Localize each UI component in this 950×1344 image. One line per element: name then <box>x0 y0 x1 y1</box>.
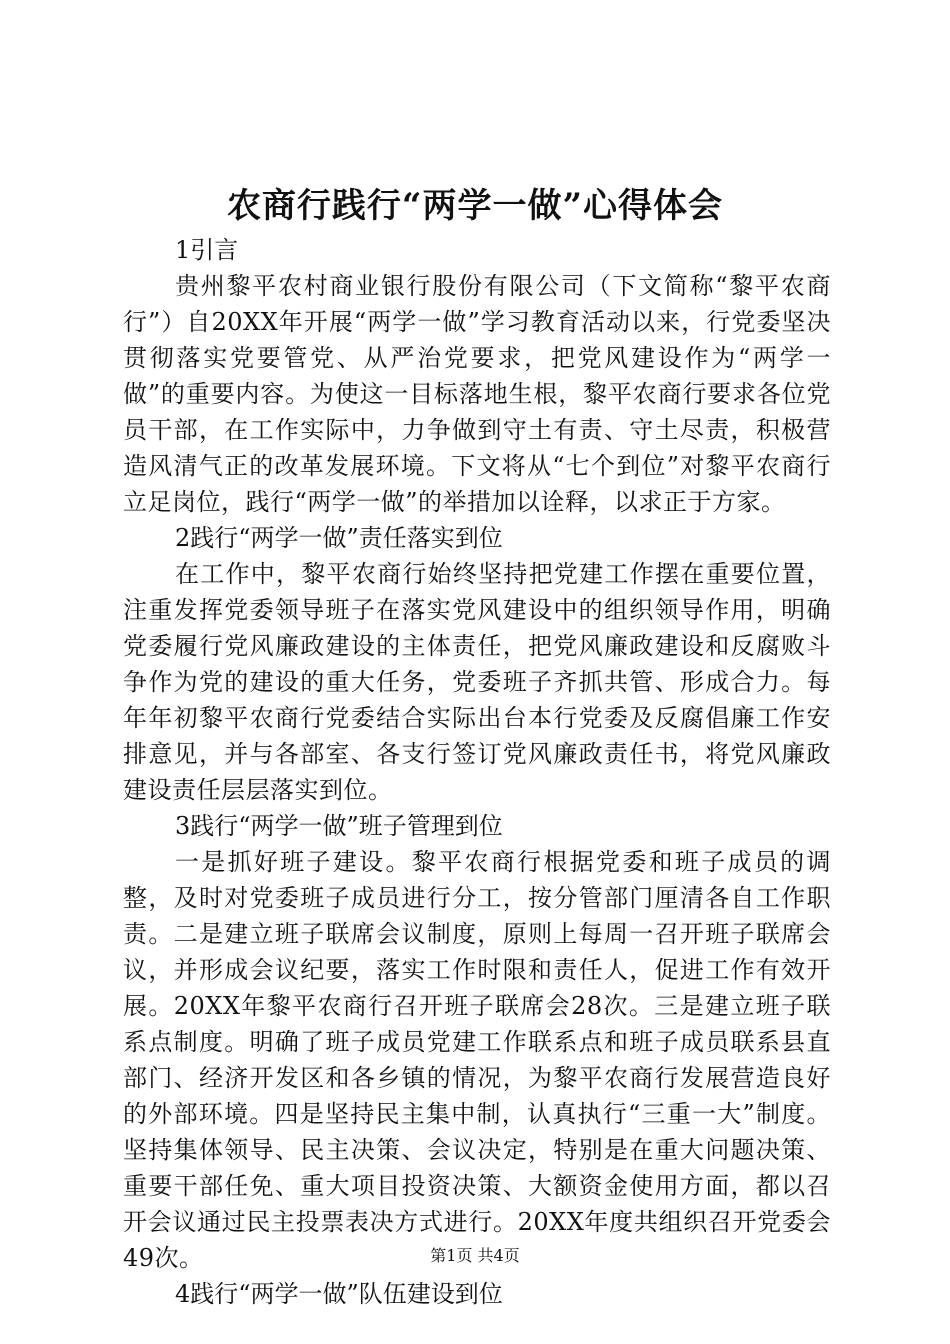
document-body <box>123 232 831 1312</box>
section-heading-responsibility: 2践行“两学一做”责任落实到位 <box>175 524 503 552</box>
section-heading-introduction: 1引言 <box>175 236 239 264</box>
section-paragraph-introduction: 贵州黎平农村商业银行股份有限公司（下文简称“黎平农商行”）自20XX年开展“两学一做”学习教育活动以来，行党委坚决贯彻落实党要管党、从严治党要求，把党风建设作为“两学一做”的重要内容。为使这一目标落地生根，黎平农商行要求各位党员干部，在工作实际中，力争做到守土有责、守土尽责，积极营造风清气正的改革发展环境。下文将从“七个到位”对黎平农商行立足岗位，践行“两学一做”的举措加以诠释，以求正于方家。 <box>123 272 831 516</box>
document-title: 农商行践行“两学一做”心得体会 <box>226 186 724 226</box>
section-heading-team-management: 3践行“两学一做”班子管理到位 <box>175 812 503 840</box>
page-footer: 第1页 共4页 <box>430 1246 520 1265</box>
section-paragraph-responsibility: 在工作中，黎平农商行始终坚持把党建工作摆在重要位置，注重发挥党委领导班子在落实党风建设中的组织领导作用，明确党委履行党风廉政建设的主体责任，把党风廉政建设和反腐败斗争作为党的建设的重大任务，党委班子齐抓共管、形成合力。每年年初黎平农商行党委结合实际出台本行党委及反腐倡廉工作安排意见，并与各部室、各支行签订党风廉政责任书，将党风廉政建设责任层层落实到位。 <box>123 560 831 804</box>
section-paragraph-team-management: 一是抓好班子建设。黎平农商行根据党委和班子成员的调整，及时对党委班子成员进行分工，按分管部门厘清各自工作职责。二是建立班子联席会议制度，原则上每周一召开班子联席会议，并形成会议纪要，落实工作时限和责任人，促进工作有效开展。20XX年黎平农商行召开班子联席会28次。三是建立班子联系点制度。明确了班子成员党建工作联系点和班子成员联系县直部门、经济开发区和各乡镇的情况，为黎平农商行发展营造良好的外部环境。四是坚持民主集中制，认真执行“三重一大”制度。坚持集体领导、民主决策、会议决定，特别是在重大问题决策、重要干部任免、重大项目投资决策、大额资金使用方面，都以召开会议通过民主投票表决方式进行。20XX年度共组织召开党委会49次。 <box>123 848 831 1272</box>
section-heading-team-building: 4践行“两学一做”队伍建设到位 <box>175 1280 503 1308</box>
